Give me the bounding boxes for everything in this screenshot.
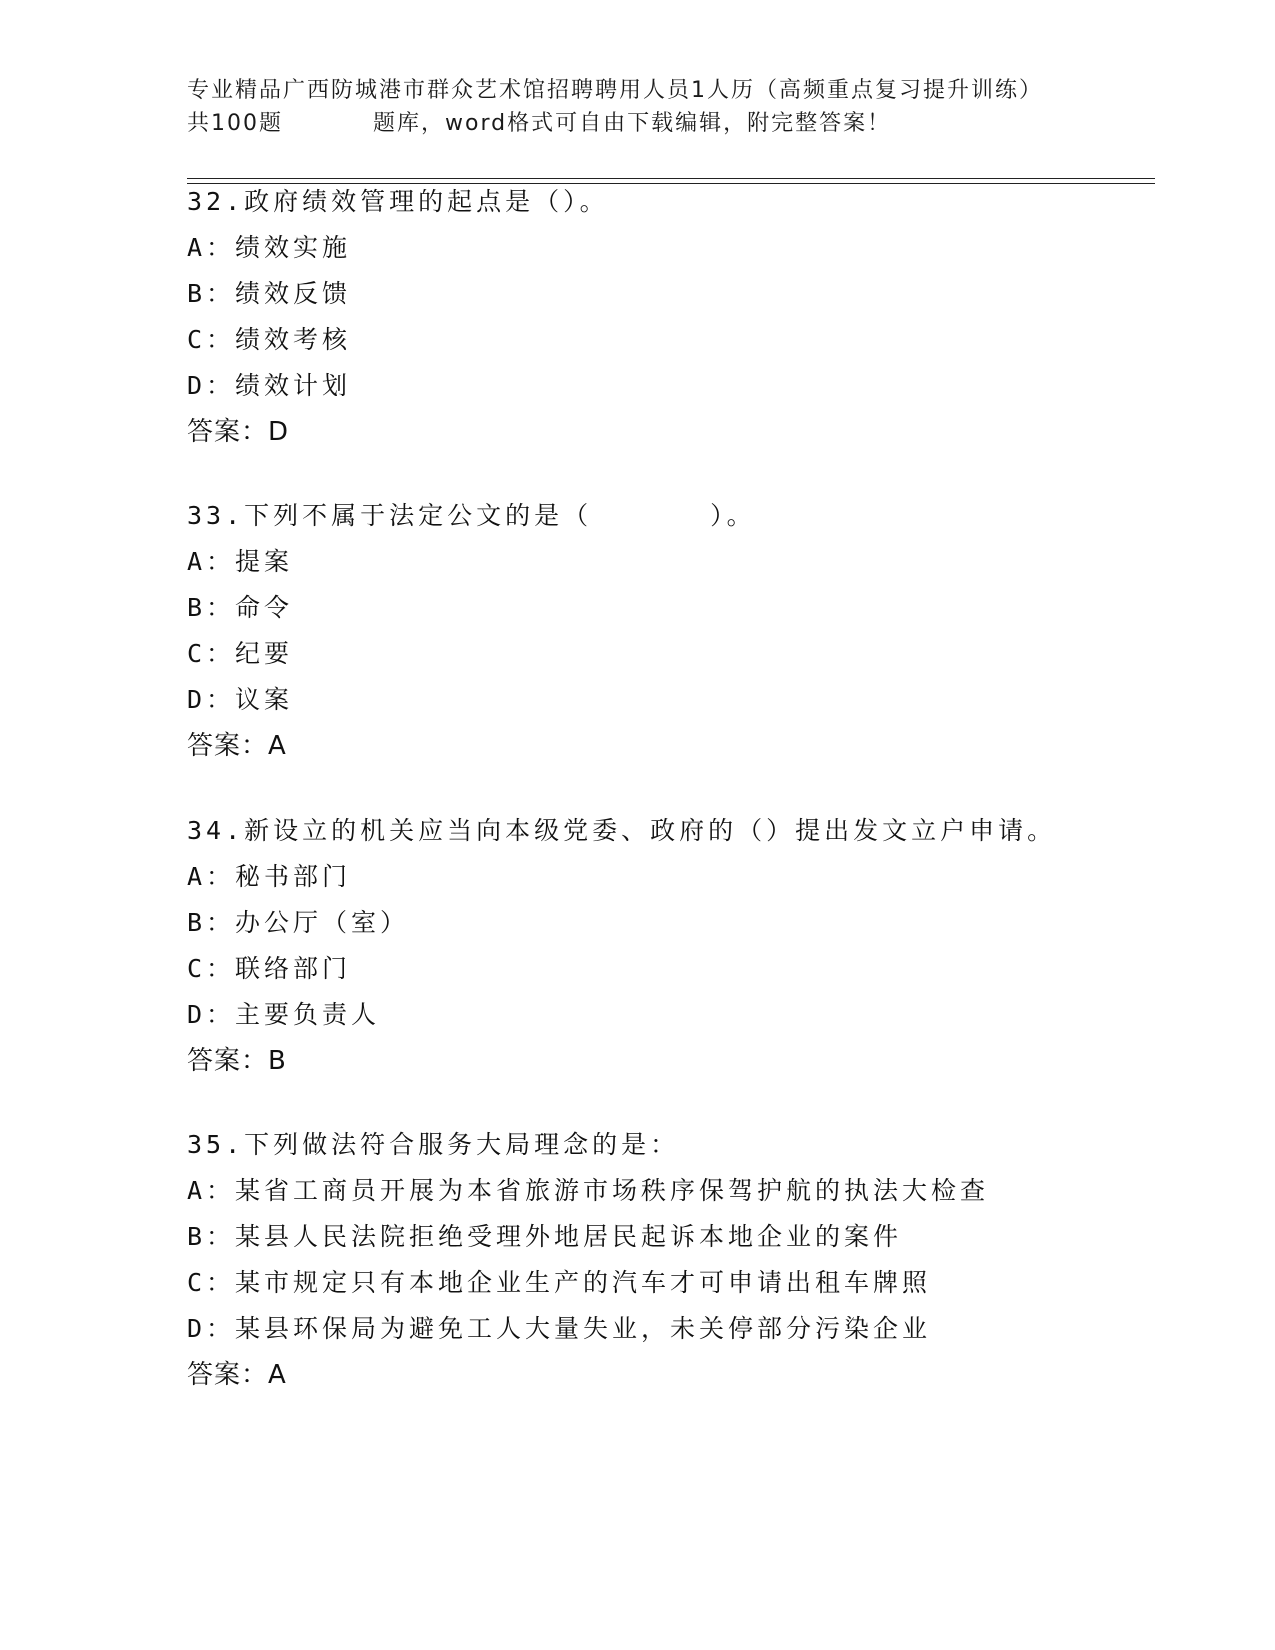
question-stem — [187, 493, 1187, 539]
option-a: A：提案 — [187, 547, 294, 576]
header-subtitle-line — [187, 107, 1087, 140]
option-d: D：某县环保局为避免工人大量失业，未关停部分污染企业 — [187, 1314, 932, 1343]
question-32 — [187, 179, 1187, 455]
option-c: C：某市规定只有本地企业生产的汽车才可申请出租车牌照 — [187, 1268, 932, 1297]
question-33 — [187, 493, 1187, 769]
question-stem: 32.政府绩效管理的起点是（）。 — [187, 187, 609, 216]
option-c: C：绩效考核 — [187, 325, 352, 354]
question-stem: 35.下列做法符合服务大局理念的是： — [187, 1130, 680, 1159]
question-stem-after-blank: ）。 — [710, 501, 756, 530]
answer-label: 答案：A — [187, 1360, 287, 1390]
header-title-line: 专业精品广西防城港市群众艺术馆招聘聘用人员1人历（高频重点复习提升训练） — [187, 78, 1043, 103]
header-description: 题库，word格式可自由下载编辑，附完整答案！ — [373, 111, 892, 136]
question-stem: 34.新设立的机关应当向本级党委、政府的（）提出发文立户申请。 — [187, 816, 1057, 845]
option-b: B：某县人民法院拒绝受理外地居民起诉本地企业的案件 — [187, 1222, 903, 1251]
document-header — [187, 74, 1087, 140]
option-d: D：绩效计划 — [187, 371, 352, 400]
answer-label: 答案：A — [187, 731, 287, 761]
header-count: 共100题 — [187, 111, 283, 136]
question-34 — [187, 808, 1187, 1084]
option-c: C：联络部门 — [187, 954, 352, 983]
option-a: A：绩效实施 — [187, 233, 352, 262]
question-stem-before-blank: 33.下列不属于法定公文的是（ — [187, 501, 593, 530]
option-d: D：主要负责人 — [187, 1000, 381, 1029]
option-a: A：某省工商员开展为本省旅游市场秩序保驾护航的执法大检查 — [187, 1176, 990, 1205]
option-d: D：议案 — [187, 685, 294, 714]
question-35 — [187, 1122, 1187, 1398]
answer-label: 答案：D — [187, 417, 290, 447]
answer-label: 答案：B — [187, 1046, 287, 1076]
option-a: A：秘书部门 — [187, 862, 352, 891]
option-c: C：纪要 — [187, 639, 294, 668]
option-b: B：绩效反馈 — [187, 279, 352, 308]
option-b: B：办公厅（室） — [187, 908, 410, 937]
option-b: B：命令 — [187, 593, 294, 622]
